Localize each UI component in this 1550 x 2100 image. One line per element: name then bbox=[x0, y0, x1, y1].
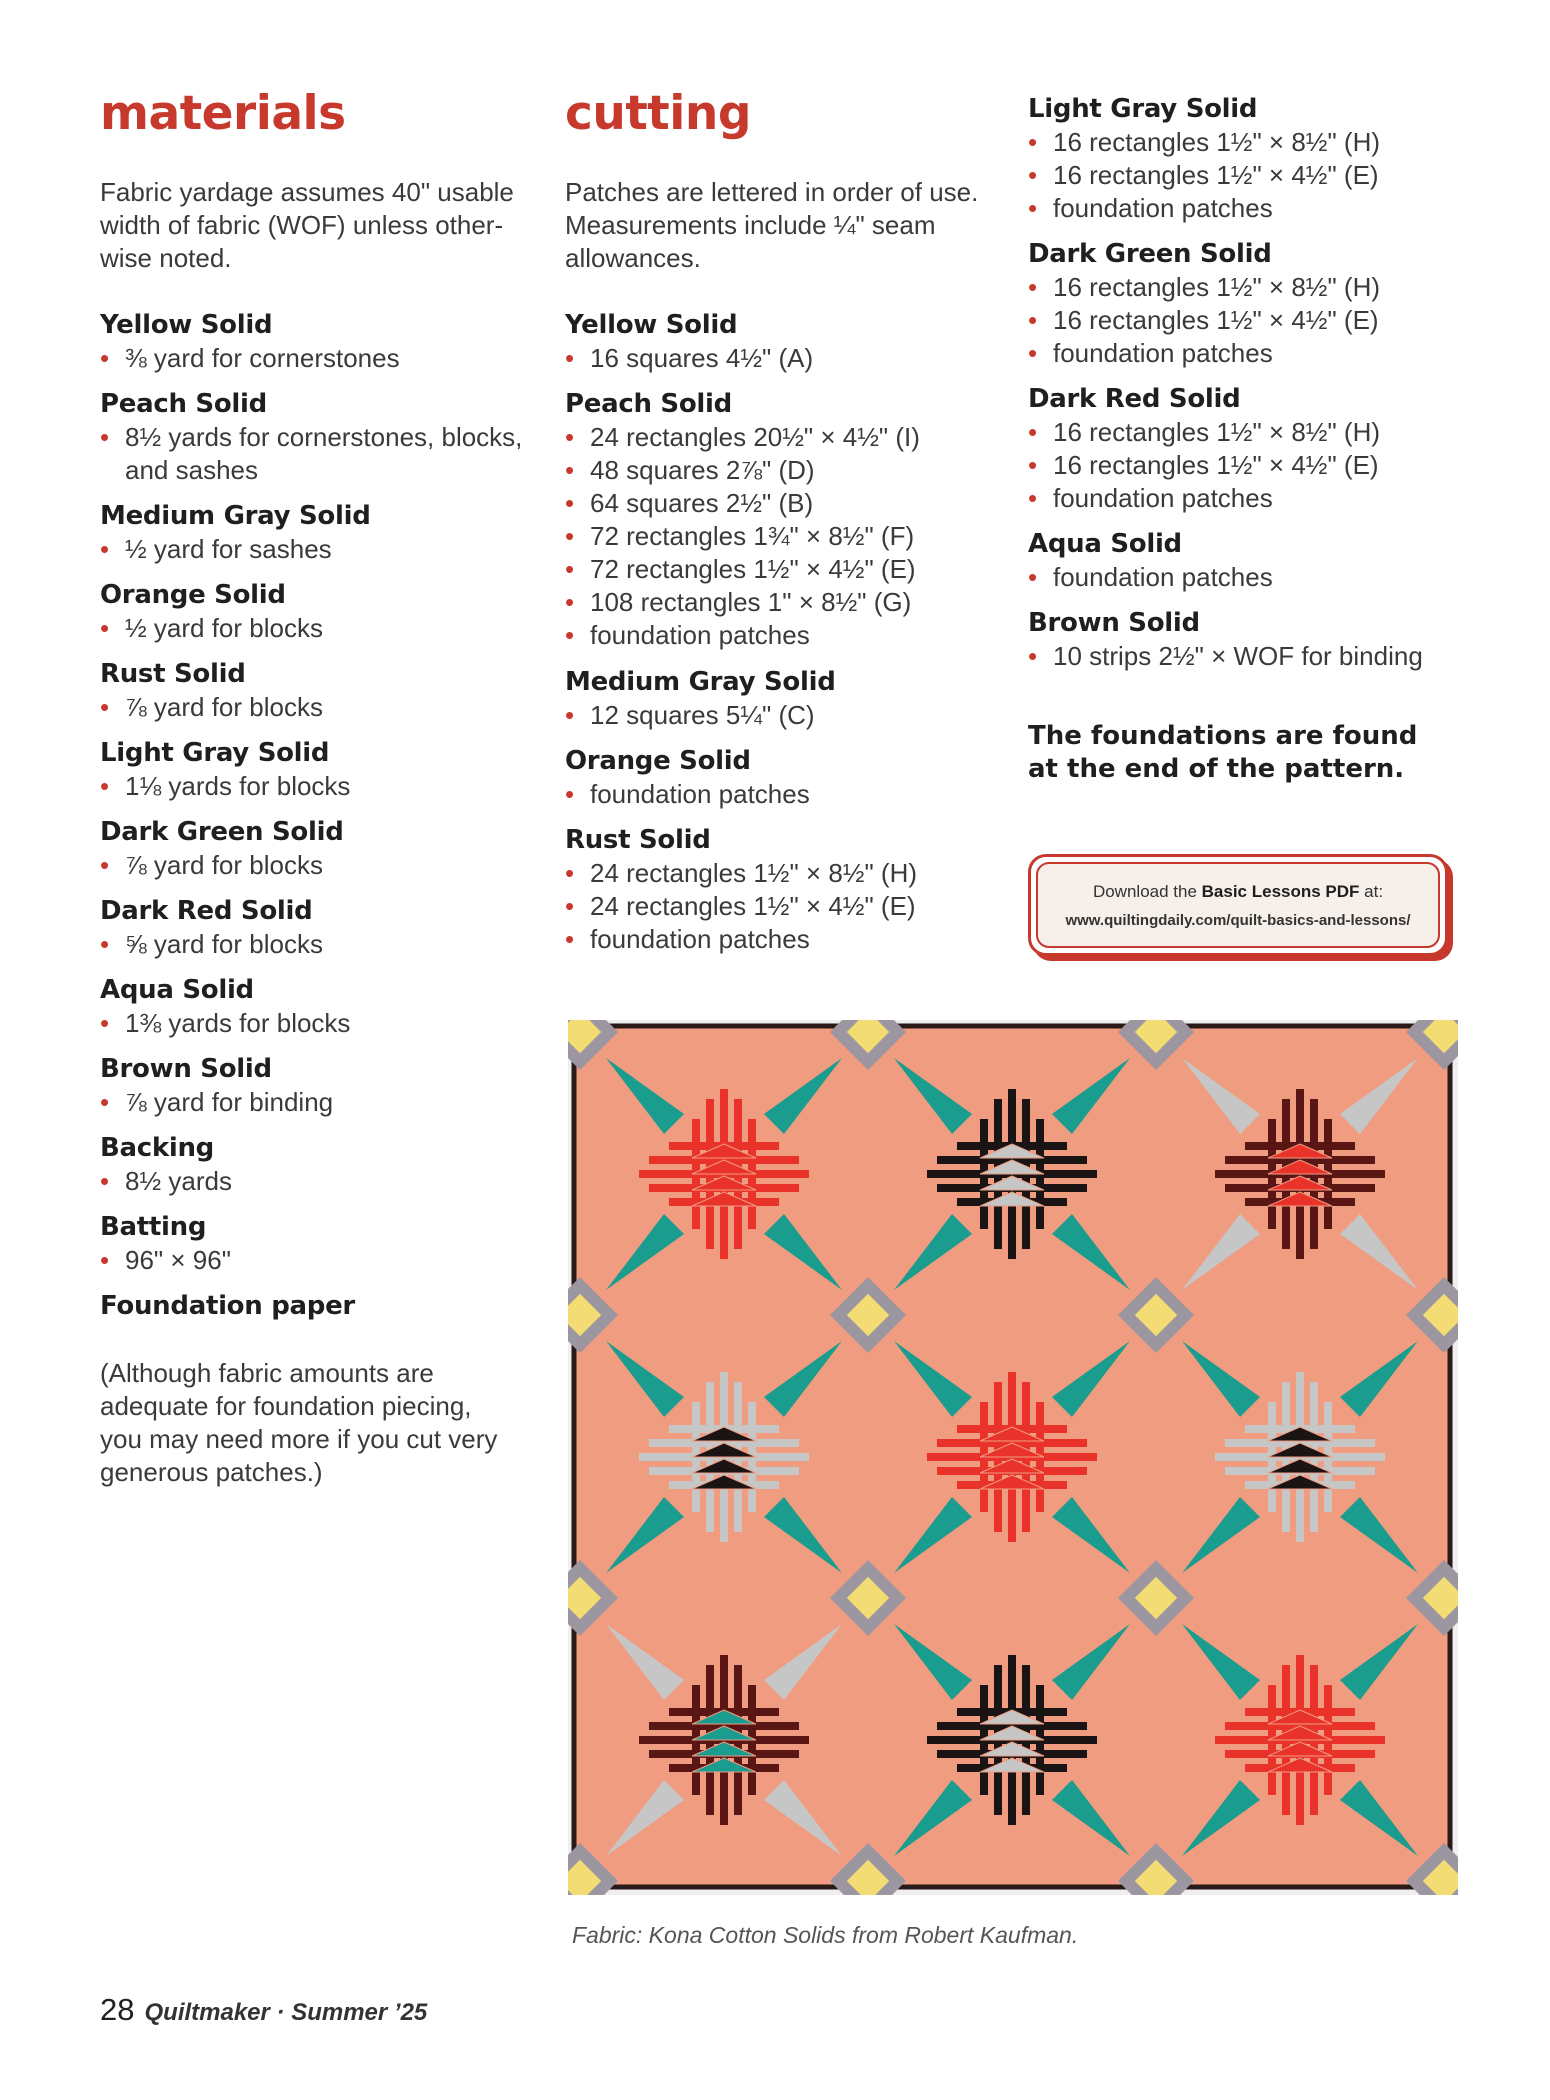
list-item: • ½ yard for sashes bbox=[100, 533, 530, 566]
group-title: Yellow Solid bbox=[100, 310, 273, 340]
list-item: • 64 squares 2½" (B) bbox=[565, 487, 995, 520]
list-item: • ⅞ yard for binding bbox=[100, 1086, 530, 1119]
download-suffix: at: bbox=[1359, 882, 1384, 901]
list-item: • foundation patches bbox=[1028, 482, 1458, 515]
cutting-group-dark-red bbox=[1028, 383, 1458, 515]
list-item: • 72 rectangles 1¾" × 8½" (F) bbox=[565, 520, 995, 553]
group-title: Aqua Solid bbox=[100, 975, 254, 1005]
materials-group-batting bbox=[100, 1211, 530, 1277]
list-item: • 16 rectangles 1½" × 8½" (H) bbox=[1028, 416, 1458, 449]
materials-group-orange bbox=[100, 579, 530, 645]
group-title: Light Gray Solid bbox=[100, 738, 330, 768]
list-item: • foundation patches bbox=[1028, 192, 1458, 225]
foundations-note: The foundations are found at the end of the pattern. bbox=[1028, 721, 1418, 784]
list-item: • ⅝ yard for blocks bbox=[100, 928, 530, 961]
download-callout bbox=[1028, 854, 1448, 956]
group-title: Brown Solid bbox=[1028, 608, 1200, 638]
materials-group-rust bbox=[100, 658, 530, 724]
group-title: Backing bbox=[100, 1133, 214, 1163]
list-item: • 16 squares 4½" (A) bbox=[565, 342, 995, 375]
group-title: Peach Solid bbox=[565, 389, 732, 419]
materials-group-yellow bbox=[100, 309, 530, 375]
download-text bbox=[1038, 882, 1438, 902]
group-title: Aqua Solid bbox=[1028, 529, 1182, 559]
download-link[interactable]: www.quiltingdaily.com/quilt-basics-and-lessons/ bbox=[1065, 912, 1411, 929]
download-prefix: Download the bbox=[1092, 882, 1202, 901]
photo-caption: Fabric: Kona Cotton Solids from Robert Kaufman. bbox=[572, 1922, 1079, 1948]
group-title: Brown Solid bbox=[100, 1054, 272, 1084]
list-item: • 24 rectangles 1½" × 8½" (H) bbox=[565, 857, 995, 890]
cutting-intro: Patches are lettered in order of use. Measurements include ¼" seam allowances. bbox=[565, 177, 979, 273]
list-item: • 8½ yards for cornerstones, blocks, and sashes bbox=[100, 421, 530, 487]
cutting-group-light-gray bbox=[1028, 93, 1458, 225]
list-item: • 72 rectangles 1½" × 4½" (E) bbox=[565, 553, 995, 586]
materials-group-light-gray bbox=[100, 737, 530, 803]
materials-group-peach bbox=[100, 388, 530, 487]
materials-note: (Although fabric amounts are adequate for foundation piecing, you may need more if you cut very generous patches.) bbox=[100, 1358, 498, 1487]
list-item: • foundation patches bbox=[565, 923, 995, 956]
group-title: Peach Solid bbox=[100, 389, 267, 419]
cutting-group-peach bbox=[565, 388, 995, 652]
list-item: • 10 strips 2½" × WOF for binding bbox=[1028, 640, 1458, 673]
list-item: • 16 rectangles 1½" × 4½" (E) bbox=[1028, 304, 1458, 337]
group-title: Dark Green Solid bbox=[100, 817, 344, 847]
download-callout-inner bbox=[1036, 862, 1440, 948]
group-title: Light Gray Solid bbox=[1028, 94, 1258, 124]
cutting-group-rust bbox=[565, 824, 995, 956]
list-item: • 48 squares 2⅞" (D) bbox=[565, 454, 995, 487]
list-item: • foundation patches bbox=[1028, 337, 1458, 370]
list-item: • 1⅛ yards for blocks bbox=[100, 770, 530, 803]
list-item: • 24 rectangles 20½" × 4½" (I) bbox=[565, 421, 995, 454]
cutting-group-dark-green bbox=[1028, 238, 1458, 370]
materials-group-foundation-paper bbox=[100, 1290, 530, 1323]
list-item: • foundation patches bbox=[1028, 561, 1458, 594]
materials-intro: Fabric yardage assumes 40" usable width of fabric (WOF) unless other-wise noted. bbox=[100, 177, 514, 273]
group-title: Orange Solid bbox=[565, 746, 751, 776]
quilt-photo bbox=[568, 1020, 1458, 1895]
materials-group-aqua bbox=[100, 974, 530, 1040]
list-item: • 8½ yards bbox=[100, 1165, 530, 1198]
list-item: • 16 rectangles 1½" × 4½" (E) bbox=[1028, 159, 1458, 192]
list-item: • 1⅜ yards for blocks bbox=[100, 1007, 530, 1040]
group-title: Dark Red Solid bbox=[100, 896, 313, 926]
list-item: • 12 squares 5¼" (C) bbox=[565, 699, 995, 732]
magazine-issue: Quiltmaker · Summer ’25 bbox=[144, 1999, 428, 2026]
group-title: Dark Green Solid bbox=[1028, 239, 1272, 269]
materials-group-medium-gray bbox=[100, 500, 530, 566]
group-title: Dark Red Solid bbox=[1028, 384, 1241, 414]
list-item: • ⅞ yard for blocks bbox=[100, 849, 530, 882]
materials-group-dark-red bbox=[100, 895, 530, 961]
cutting-group-yellow bbox=[565, 309, 995, 375]
cutting-group-brown bbox=[1028, 607, 1458, 673]
group-title: Batting bbox=[100, 1212, 207, 1242]
group-title: Orange Solid bbox=[100, 580, 286, 610]
download-bold: Basic Lessons PDF bbox=[1201, 882, 1360, 901]
cutting-group-aqua bbox=[1028, 528, 1458, 594]
group-title: Rust Solid bbox=[100, 659, 246, 689]
page-number: 28 bbox=[100, 1992, 135, 2027]
group-title: Medium Gray Solid bbox=[565, 667, 836, 697]
materials-group-backing bbox=[100, 1132, 530, 1198]
group-title: Medium Gray Solid bbox=[100, 501, 371, 531]
materials-group-dark-green bbox=[100, 816, 530, 882]
list-item: • 24 rectangles 1½" × 4½" (E) bbox=[565, 890, 995, 923]
cutting-group-orange bbox=[565, 745, 995, 811]
cutting-heading: cutting bbox=[565, 86, 751, 141]
list-item: • ⅞ yard for blocks bbox=[100, 691, 530, 724]
list-item: • 96" × 96" bbox=[100, 1244, 530, 1277]
list-item: • ⅜ yard for cornerstones bbox=[100, 342, 530, 375]
group-title: Rust Solid bbox=[565, 825, 711, 855]
group-title: Foundation paper bbox=[100, 1291, 355, 1321]
materials-heading: materials bbox=[100, 86, 346, 141]
page-footer bbox=[100, 1992, 427, 2028]
materials-group-brown bbox=[100, 1053, 530, 1119]
list-item: • 16 rectangles 1½" × 4½" (E) bbox=[1028, 449, 1458, 482]
list-item: • foundation patches bbox=[565, 778, 995, 811]
cutting-group-medium-gray bbox=[565, 666, 995, 732]
list-item: • ½ yard for blocks bbox=[100, 612, 530, 645]
list-item: • 16 rectangles 1½" × 8½" (H) bbox=[1028, 126, 1458, 159]
list-item: • 108 rectangles 1" × 8½" (G) bbox=[565, 586, 995, 619]
list-item: • foundation patches bbox=[565, 619, 995, 652]
quilt-illustration bbox=[568, 1020, 1458, 1895]
group-title: Yellow Solid bbox=[565, 310, 738, 340]
list-item: • 16 rectangles 1½" × 8½" (H) bbox=[1028, 271, 1458, 304]
